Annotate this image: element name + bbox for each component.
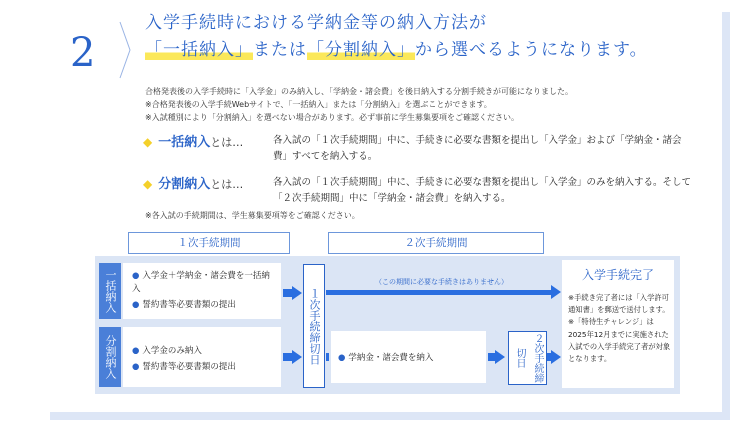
bullet-icon: ● xyxy=(132,346,140,356)
lump-item-text: 入学金＋学納金・諸会費を一括納入 xyxy=(132,271,270,294)
note-line: ※入試種別により「分割納入」を選べない場合があります。必ず事前に学生募集要項をご確認ください。 xyxy=(145,113,520,122)
headline-line2 xyxy=(145,37,648,64)
arrow-split-2 xyxy=(326,353,329,361)
split-item xyxy=(132,361,272,374)
bullet-icon: ● xyxy=(338,353,346,363)
note-line: 合格発表後の入学手続時に「入学金」のみ納入し、「学納金・諸会費」を後日納入する分割手続きが可能になりました。 xyxy=(145,87,573,96)
method-lump-desc: 各入試の「１次手続期間」中に、手続きに必要な書類を提出し「入学金」および「学納金・諸会費」すべてを納入する。 xyxy=(273,135,682,162)
highlight-lump: 「一括納入」 xyxy=(145,40,253,60)
bullet-icon: ● xyxy=(132,271,140,281)
headline-mid: または xyxy=(253,40,307,60)
arrow-head-icon xyxy=(292,286,302,300)
lump-row-label xyxy=(99,263,121,319)
deadline-1-box: １次手続締切日 xyxy=(303,264,325,388)
method-split-desc: 各入試の「１次手続期間」中に、手続きに必要な書類を提出し「入学金」のみを納入する。そして「２次手続期間」中に「学納金・諸会費」を納入する。 xyxy=(273,177,692,204)
split-row-text: 分割納入 xyxy=(104,335,117,379)
complete-title: 入学手続完了 xyxy=(581,268,654,282)
step-number: 2 xyxy=(70,30,96,76)
highlight-split: 「分割納入」 xyxy=(307,40,415,60)
lump-item xyxy=(132,299,272,312)
headline-end: から選べるようになります。 xyxy=(415,40,648,60)
lump-item xyxy=(132,270,272,296)
complete-note-line: ※手続き完了者には「入学許可通知書」を郵送で送付します。 xyxy=(568,293,670,315)
period-1-label: １次手続期間 xyxy=(128,232,290,254)
split-second-item xyxy=(338,352,478,365)
split-second-text: 学納金・諸会費を納入 xyxy=(348,353,434,363)
lump-row-text: 一括納入 xyxy=(104,269,117,313)
method-name: 一括納入 xyxy=(158,135,211,150)
diamond-icon: ◆ xyxy=(143,135,153,149)
arrow-head-icon xyxy=(551,285,561,299)
bullet-icon: ● xyxy=(132,362,140,372)
split-item xyxy=(132,345,272,358)
split-row-label xyxy=(99,327,121,387)
method-suffix: とは… xyxy=(210,136,244,149)
method-suffix: とは… xyxy=(210,178,244,191)
method-name: 分割納入 xyxy=(158,177,211,192)
chevron-right-icon xyxy=(118,20,132,80)
arrow-head-icon xyxy=(292,350,302,364)
footnote: ※各入試の手続期間は、学生募集要項等をご確認ください。 xyxy=(145,211,360,220)
lump-item-text: 誓約書等必要書類の提出 xyxy=(142,300,236,310)
period-2-label: ２次手続期間 xyxy=(328,232,544,254)
split-item-text: 誓約書等必要書類の提出 xyxy=(142,362,236,372)
diamond-icon: ◆ xyxy=(143,177,153,191)
deadline-2-box: ２次手続締切日 xyxy=(508,331,547,385)
headline-line1: 入学手続時における学納金等の納入方法が xyxy=(145,13,487,33)
complete-notes xyxy=(568,292,672,365)
arrow-head-icon xyxy=(551,350,561,364)
note-line: ※合格発表後の入学手続Webサイトで、「一括納入」または「分割納入」を選ぶことができます。 xyxy=(145,100,492,109)
method-lump-title xyxy=(143,131,243,150)
bullet-icon: ● xyxy=(132,300,140,310)
split-item-text: 入学金のみ納入 xyxy=(142,346,202,356)
arrow-head-icon xyxy=(495,350,505,364)
headline xyxy=(145,10,648,64)
complete-note-line: ※「特待生チャレンジ」は2025年12月までに実施された入試での入学手続完了者が対象となります。 xyxy=(568,317,671,364)
method-split-title xyxy=(143,173,243,192)
no-action-note: （この期間に必要な手続きはありません） xyxy=(375,278,508,286)
arrow-lump-long xyxy=(326,290,552,295)
